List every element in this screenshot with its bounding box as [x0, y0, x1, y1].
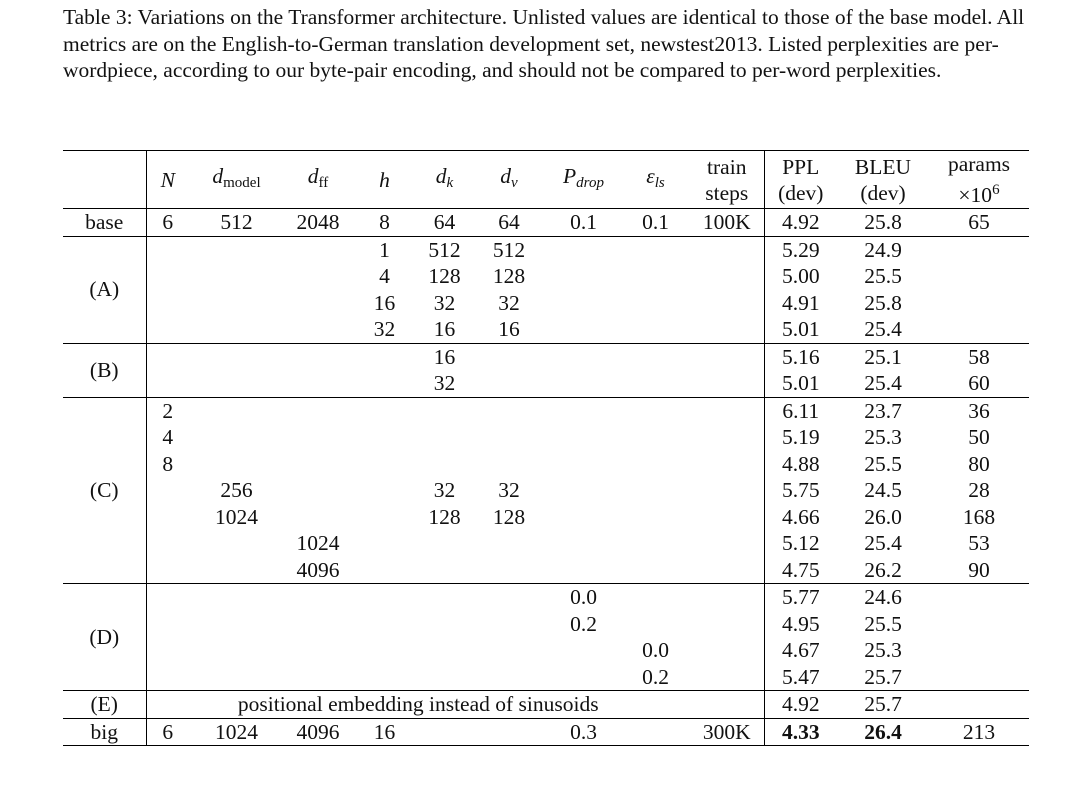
table-cell: [621, 557, 690, 584]
table-cell: [472, 718, 546, 746]
table-cell: [621, 397, 690, 424]
table-cell: [417, 451, 472, 478]
table-cell: 5.01: [781, 317, 820, 341]
table-cell: [621, 316, 690, 343]
table-cell: 8: [146, 451, 189, 478]
header-params: params $\times 10^6$: [929, 151, 1029, 209]
table-cell: [472, 451, 546, 478]
table-cell: [690, 584, 764, 611]
table-cell: [621, 370, 690, 397]
row-D-1: [63, 584, 1029, 611]
table-cell: [546, 370, 621, 397]
table-cell: 0.0: [642, 638, 669, 662]
table-cell: 5.12: [781, 531, 820, 555]
table-cell: [472, 557, 546, 584]
row-D-4: [63, 664, 1029, 691]
table-cell: 25.3: [864, 425, 902, 449]
table-cell: 5.77: [764, 584, 837, 611]
table-cell: [690, 664, 764, 691]
table-cell: [546, 557, 621, 584]
table-cell: [189, 343, 284, 370]
table-cell: 60: [968, 371, 990, 395]
header-dk: $d_k$: [417, 151, 472, 209]
table-cell: [352, 370, 417, 397]
table-cell: [546, 397, 621, 424]
row-C-1: [63, 397, 1029, 424]
header-N: N: [146, 151, 189, 209]
transformer-variations-table: [63, 150, 1029, 746]
table-cell: 1024: [296, 531, 340, 555]
table-cell: [472, 584, 546, 611]
table-cell: 1024: [215, 504, 258, 529]
table-cell: [146, 316, 189, 343]
table-cell: [189, 530, 284, 557]
table-cell: 128: [428, 504, 461, 529]
row-B-1: [63, 343, 1029, 370]
table-cell: [546, 343, 621, 370]
table-cell: [546, 451, 621, 478]
table-cell: [690, 343, 764, 370]
table-cell: [690, 316, 764, 343]
table-cell: [146, 637, 189, 664]
table-cell: [352, 451, 417, 478]
table-cell: 4096: [284, 718, 352, 746]
table-cell: [690, 263, 764, 290]
table-cell: [929, 236, 1029, 263]
header-bleu: BLEU (dev): [837, 151, 929, 209]
table-cell: [690, 451, 764, 478]
header-h: h: [352, 151, 417, 209]
table-cell: 5.47: [781, 664, 820, 689]
table-cell: 32: [433, 290, 456, 315]
row-A-4: [63, 316, 1029, 343]
table-cell: 16: [417, 343, 472, 370]
table-cell: [352, 504, 417, 531]
table-cell: [690, 637, 764, 664]
table-cell: [472, 397, 546, 424]
table-cell: 4.67: [781, 638, 820, 662]
table-cell: [472, 370, 546, 397]
table-cell: 16: [498, 317, 520, 341]
table-cell: [417, 424, 472, 451]
table-cell: 64: [417, 209, 472, 237]
table-cell: [189, 424, 284, 451]
table-cell: [929, 691, 1029, 719]
table-cell: [146, 584, 189, 611]
table-cell: 65: [929, 209, 1029, 237]
table-cell: [546, 477, 621, 504]
group-label-B: (B): [63, 343, 146, 397]
table-cell: [472, 530, 546, 557]
table-cell: [472, 424, 546, 451]
header-pdrop: $P_{drop}$: [546, 151, 621, 209]
table-cell: [352, 424, 417, 451]
table-cell: 32: [498, 290, 520, 315]
table-cell: [352, 530, 417, 557]
table-cell: [621, 584, 690, 611]
row-C-4: [63, 477, 1029, 504]
table-cell: [690, 290, 764, 317]
table-cell: 25.4: [864, 371, 902, 395]
table-cell: 53: [968, 531, 990, 555]
table-cell: 128: [428, 264, 461, 288]
table-cell: [621, 611, 690, 638]
table-cell: 26.4: [837, 718, 929, 746]
table-cell: 50: [968, 425, 990, 449]
table-cell: 5.00: [781, 264, 820, 288]
group-label-D: (D): [63, 584, 146, 691]
header-dv: $d_v$: [472, 151, 546, 209]
header-els: $\varepsilon_{ls}$: [621, 151, 690, 209]
table-cell: 16: [373, 290, 396, 315]
table-cell: 26.0: [864, 504, 902, 529]
table-cell: 0.2: [642, 664, 669, 689]
table-cell: 4.33: [764, 718, 837, 746]
table-cell: 2048: [284, 209, 352, 237]
table-cell: 4.75: [781, 557, 820, 582]
table-cell: 25.5: [864, 611, 902, 636]
table-cell: 25.8: [837, 209, 929, 237]
table-cell: [284, 397, 352, 424]
table-cell: [146, 557, 189, 584]
header-ppl: PPL (dev): [764, 151, 837, 209]
table-cell: 5.29: [764, 236, 837, 263]
table-cell: 25.5: [864, 451, 902, 476]
table-cell: [284, 637, 352, 664]
table-cell: [621, 343, 690, 370]
table-cell: 28: [968, 478, 990, 502]
table-cell: 256: [220, 478, 253, 502]
table-cell: [417, 530, 472, 557]
table-cell: [690, 424, 764, 451]
table-cell: 300K: [690, 718, 764, 746]
table-cell: 4: [379, 264, 390, 288]
group-label-A: (A): [63, 236, 146, 343]
table-cell: [417, 637, 472, 664]
table-cell: [146, 290, 189, 317]
table-cell: [690, 236, 764, 263]
table-cell: 1: [352, 236, 417, 263]
table-cell: [929, 611, 1029, 638]
row-big: [63, 718, 1029, 746]
table-cell: 16: [352, 718, 417, 746]
table-cell: [929, 263, 1029, 290]
table-cell: [546, 236, 621, 263]
table-cell: [284, 263, 352, 290]
table-cell: 64: [472, 209, 546, 237]
table-cell: 4.92: [764, 209, 837, 237]
table-cell: 26.2: [864, 557, 902, 582]
row-C-6: [63, 530, 1029, 557]
table-cell: 24.6: [837, 584, 929, 611]
table-cell: 0.1: [621, 209, 690, 237]
group-label-C: (C): [63, 397, 146, 584]
table-cell: [352, 477, 417, 504]
table-cell: [621, 504, 690, 531]
table-cell: [690, 397, 764, 424]
table-cell: [189, 584, 284, 611]
table-cell: [146, 530, 189, 557]
row-D-3: [63, 637, 1029, 664]
table-cell: 100K: [690, 209, 764, 237]
table-cell: 128: [492, 264, 526, 288]
table-cell: [352, 557, 417, 584]
table-cell: [189, 316, 284, 343]
row-A-1: [63, 236, 1029, 263]
header-row: [63, 151, 1029, 209]
table-cell: [146, 343, 189, 370]
table-cell: [352, 584, 417, 611]
table-cell: 4.66: [781, 504, 820, 529]
table-cell: [472, 611, 546, 638]
table-cell: [189, 397, 284, 424]
table-cell: [352, 664, 417, 691]
table-cell: 32: [433, 478, 456, 502]
table-cell: [546, 263, 621, 290]
table-cell: [690, 477, 764, 504]
table-cell: 25.8: [864, 290, 902, 315]
header-train-steps: train steps: [690, 151, 764, 209]
table-cell: (E): [63, 691, 146, 719]
table-cell: 5.75: [781, 478, 820, 502]
table-cell: 512: [472, 236, 546, 263]
table-cell: 32: [373, 317, 396, 341]
table-cell: 23.7: [837, 397, 929, 424]
table-cell: 512: [189, 209, 284, 237]
table-cell: [352, 397, 417, 424]
table-cell: [690, 504, 764, 531]
table-cell: [284, 451, 352, 478]
row-C-2: [63, 424, 1029, 451]
table-cell: [417, 718, 472, 746]
table-cell: [546, 664, 621, 691]
table-cell: 8: [352, 209, 417, 237]
table-cell: [929, 290, 1029, 317]
table-cell: 4.91: [781, 290, 820, 315]
table-cell: [146, 263, 189, 290]
table-cell: 1024: [189, 718, 284, 746]
table-cell: 25.4: [864, 317, 902, 341]
table-cell: [189, 557, 284, 584]
table-cell: 6.11: [764, 397, 837, 424]
table-cell: 5.19: [781, 425, 820, 449]
row-C-5: [63, 504, 1029, 531]
table-cell: [284, 236, 352, 263]
table-cell: [546, 504, 621, 531]
table-cell: [417, 557, 472, 584]
table-cell: [189, 637, 284, 664]
table-cell: [189, 263, 284, 290]
table-cell: 25.1: [837, 343, 929, 370]
table-cell: [690, 611, 764, 638]
table-cell: 90: [968, 557, 990, 582]
row-E: [63, 691, 1029, 719]
table-cell: 80: [968, 451, 990, 476]
row-C-3: [63, 451, 1029, 478]
table-cell: 25.4: [864, 531, 902, 555]
table-cell: [284, 316, 352, 343]
table-cell: 6: [146, 718, 189, 746]
table-cell: [929, 584, 1029, 611]
table-cell: [621, 477, 690, 504]
table-cell: [189, 664, 284, 691]
table-cell: 5.01: [781, 371, 820, 395]
table-cell: [352, 343, 417, 370]
table-cell: [284, 584, 352, 611]
table-cell: [621, 424, 690, 451]
table-cell: [472, 343, 546, 370]
table-cell: 24.5: [864, 478, 902, 502]
table-cell: 4096: [296, 557, 340, 582]
table-cell: [417, 664, 472, 691]
table-cell: 0.1: [546, 209, 621, 237]
table-cell: [146, 504, 189, 531]
table-cell: 0.2: [570, 611, 597, 636]
table-cell: [146, 477, 189, 504]
table-cell: 128: [492, 504, 526, 529]
table-cell: [284, 504, 352, 531]
table-cell: [417, 611, 472, 638]
row-D-2: [63, 611, 1029, 638]
table-cell: 24.9: [837, 236, 929, 263]
table-cell: [929, 664, 1029, 691]
row-B-2: [63, 370, 1029, 397]
table-caption: Table 3: Variations on the Transformer architecture. Unlisted values are identical to those of the base model. All metrics are on the English-to-German translation development set, newstest2013. Listed perplexities are per-wordpiece, according to our byte-pair encoding, and should not be compared to per-word perplexities.: [63, 5, 1025, 82]
table-cell: [63, 151, 146, 209]
table-cell: 32: [498, 478, 520, 502]
table-cell: 4: [146, 424, 189, 451]
table-cell: 36: [929, 397, 1029, 424]
table-cell: [189, 370, 284, 397]
table-cell: [546, 637, 621, 664]
header-dff: $d_{ff}$: [284, 151, 352, 209]
table-cell: [621, 263, 690, 290]
table-cell: 16: [433, 317, 456, 341]
table-cell: 32: [433, 371, 456, 395]
table-cell: [621, 718, 690, 746]
table-cell: 2: [146, 397, 189, 424]
table-cell: [929, 637, 1029, 664]
row-C-7: [63, 557, 1029, 584]
row-E-description: positional embedding instead of sinusoids: [146, 691, 690, 719]
table-cell: [621, 236, 690, 263]
table-cell: [284, 664, 352, 691]
table-cell: [546, 530, 621, 557]
table-cell: base: [63, 209, 146, 237]
table-cell: [546, 316, 621, 343]
table-cell: 213: [929, 718, 1029, 746]
table-cell: [621, 451, 690, 478]
table-cell: 0.3: [546, 718, 621, 746]
table-cell: [546, 424, 621, 451]
table-cell: [621, 290, 690, 317]
table-cell: [546, 290, 621, 317]
table-cell: 4.92: [764, 691, 837, 719]
table-cell: [189, 451, 284, 478]
table-cell: 25.3: [864, 638, 902, 662]
table-cell: [146, 664, 189, 691]
table-cell: 168: [962, 504, 996, 529]
table-cell: [146, 611, 189, 638]
table-cell: big: [63, 718, 146, 746]
table-cell: 0.0: [546, 584, 621, 611]
header-dmodel: $d_{model}$: [189, 151, 284, 209]
table-cell: [690, 691, 764, 719]
table-cell: [284, 477, 352, 504]
table-cell: 5.16: [764, 343, 837, 370]
table-cell: 512: [417, 236, 472, 263]
table-cell: [284, 424, 352, 451]
table-cell: 25.7: [837, 691, 929, 719]
row-A-2: [63, 263, 1029, 290]
table-cell: [929, 316, 1029, 343]
table-cell: [352, 611, 417, 638]
table-cell: [189, 611, 284, 638]
table-cell: 58: [929, 343, 1029, 370]
row-A-3: [63, 290, 1029, 317]
table-cell: [284, 290, 352, 317]
table-cell: [690, 557, 764, 584]
table-cell: 4.95: [781, 611, 820, 636]
table-cell: [284, 343, 352, 370]
table-cell: [189, 290, 284, 317]
table-cell: [284, 611, 352, 638]
table-cell: [189, 236, 284, 263]
table-cell: 25.5: [864, 264, 902, 288]
table-cell: 6: [146, 209, 189, 237]
table-cell: [417, 584, 472, 611]
table-cell: [284, 370, 352, 397]
table-cell: [352, 637, 417, 664]
table-cell: [417, 397, 472, 424]
table-cell: [621, 530, 690, 557]
table-cell: [472, 637, 546, 664]
table-cell: [690, 370, 764, 397]
table-cell: [146, 370, 189, 397]
table-cell: [690, 530, 764, 557]
row-base: [63, 209, 1029, 237]
table-cell: 25.7: [864, 664, 902, 689]
table-cell: [146, 236, 189, 263]
table-cell: [472, 664, 546, 691]
table-cell: 4.88: [781, 451, 820, 476]
